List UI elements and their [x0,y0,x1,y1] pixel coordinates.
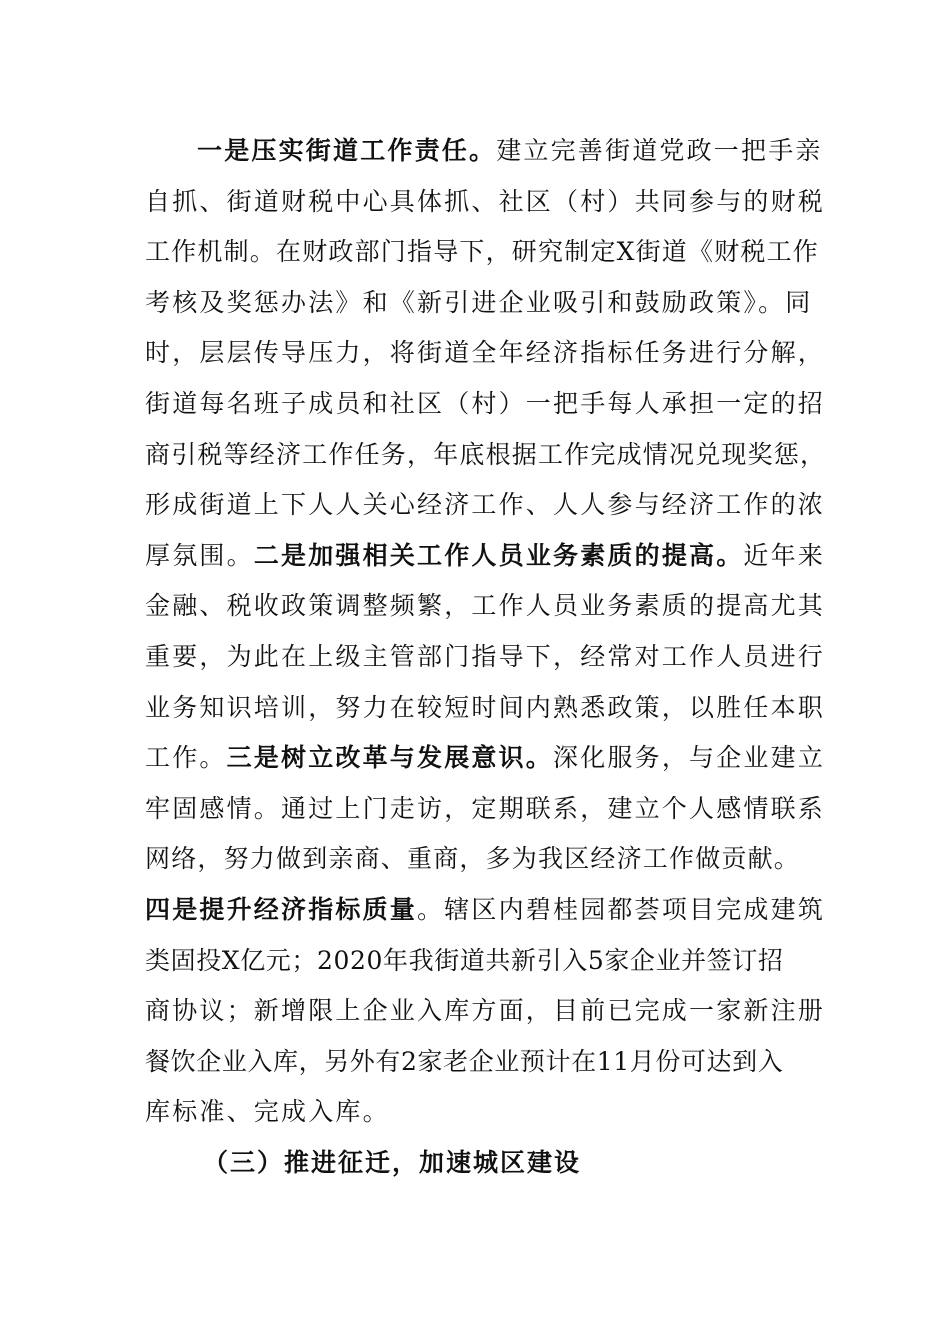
bold-lead-4: 四是提升经济指标质量 [145,894,418,924]
paragraph-line-8: 形成街道上下人人关心经济工作、人人参与经济工作的浓 [145,490,826,520]
paragraph-line-13: 工作。三是树立改革与发展意识。深化服务，与企业建立 [145,743,826,773]
paragraph-line-11: 重要，为此在上级主管部门指导下，经常对工作人员进行 [145,641,826,671]
paragraph-line-20: 库标准、完成入库。 [145,1097,390,1127]
bold-lead-2: 二是加强相关工作人员业务素质的提高。 [253,540,744,570]
paragraph-line-1: 一是压实街道工作责任。建立完善街道党政一把手亲 [197,136,823,165]
paragraph-line-7: 商引税等经济工作任务，年底根据工作完成情况兑现奖惩， [145,439,827,469]
paragraph-line-9: 厚氛围。二是加强相关工作人员业务素质的提高。近年来 [145,540,826,570]
bold-lead-1: 一是压实街道工作责任。 [197,136,497,165]
paragraph-line-14: 牢固感情。通过上门走访，定期联系，建立个人感情联系 [145,793,826,823]
paragraph-line-5: 时，层层传导压力，将街道全年经济指标任务进行分解， [145,338,826,368]
paragraph-line-19: 餐饮企业入库，另外有2家老企业预计在11月份可达到入 [145,1046,784,1076]
paragraph-line-2: 自抓、街道财税中心具体抓、社区（村）共同参与的财税 [145,186,826,216]
bold-lead-3: 三是树立改革与发展意识。 [226,743,554,773]
section-heading: （三）推进征迁，加速城区建设 [203,1147,582,1177]
paragraph-line-12: 业务知识培训，努力在较短时间内熟悉政策，以胜任本职 [145,692,826,722]
paragraph-line-15: 网络，努力做到亲商、重商，多为我区经济工作做贡献。 [145,844,801,874]
paragraph-line-16: 四是提升经济指标质量。辖区内碧桂园都荟项目完成建筑 [145,894,826,924]
paragraph-line-17: 类固投X亿元；2020年我街道共新引入5家企业并签订招 [145,945,784,975]
paragraph-line-6: 街道每名班子成员和社区（村）一把手每人承担一定的招 [145,388,826,418]
paragraph-line-3: 工作机制。在财政部门指导下，研究制定X街道《财税工作 [145,237,820,267]
paragraph-line-18: 商协议；新增限上企业入库方面，目前已完成一家新注册 [145,996,826,1026]
paragraph-line-10: 金融、税收政策调整频繁，工作人员业务素质的提高尤其 [145,591,826,621]
paragraph-line-4: 考核及奖惩办法》和《新引进企业吸引和鼓励政策》。同 [145,287,813,317]
document-body [145,126,827,1188]
